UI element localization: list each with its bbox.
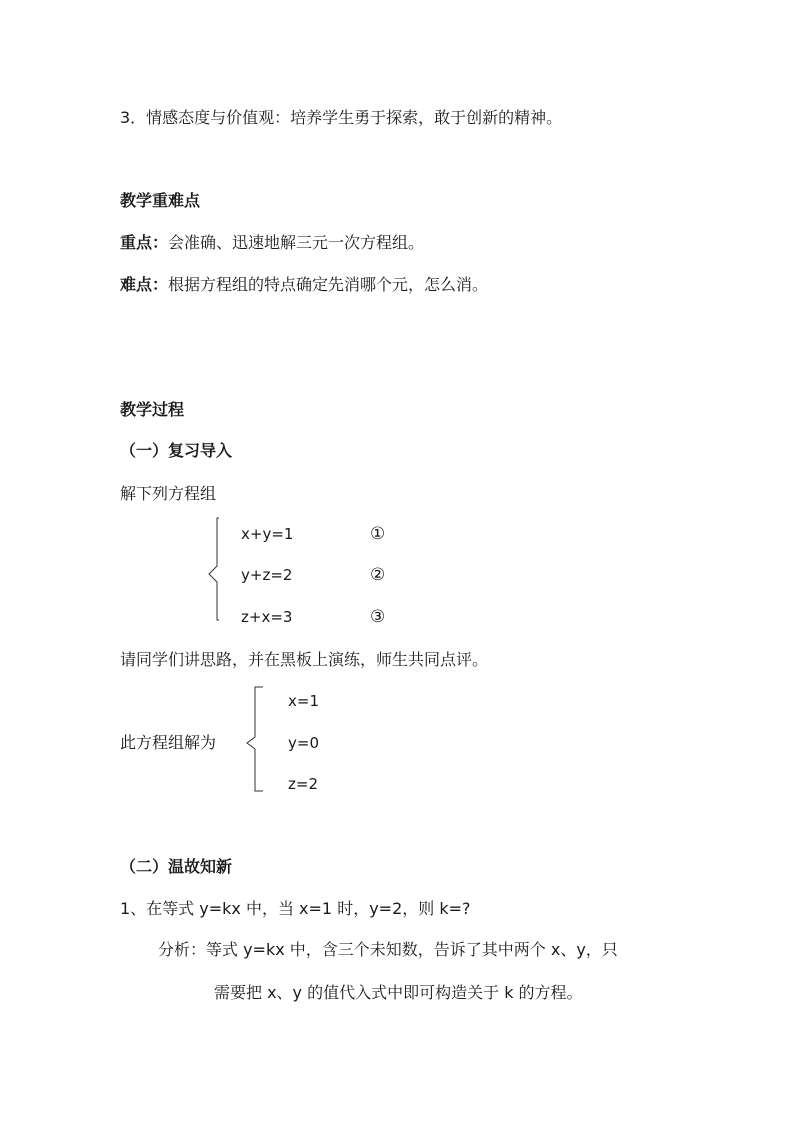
difficult-point-line — [120, 275, 488, 295]
solution-z: z=2 — [288, 775, 318, 793]
question-1: 1、在等式 y=kx 中，当 x=1 时，y=2，则 k=? — [120, 899, 471, 918]
key-point-label: 重点： — [120, 233, 169, 252]
instruction-text: 请同学们讲思路，并在黑板上演练，师生共同点评。 — [120, 650, 489, 669]
equation-1: x+y=1 — [241, 525, 294, 543]
system-brace — [205, 516, 229, 622]
key-point-line — [120, 233, 424, 253]
objective-text: 3．情感态度与价值观：培养学生勇于探索，敢于创新的精神。 — [120, 108, 563, 127]
difficult-point-label: 难点： — [120, 275, 169, 294]
analysis-line-1: 分析：等式 y=kx 中，含三个未知数，告诉了其中两个 x、y，只 — [158, 940, 618, 959]
equation-3: z+x=3 — [241, 608, 293, 626]
equation-2-marker: ② — [370, 565, 386, 585]
equation-1-marker: ① — [370, 524, 386, 544]
section1-title: （一）复习导入 — [120, 441, 233, 460]
key-point-text: 会准确、迅速地解三元一次方程组。 — [168, 233, 425, 252]
key-difficult-heading: 教学重难点 — [120, 191, 201, 210]
difficult-point-text: 根据方程组的特点确定先消哪个元，怎么消。 — [168, 275, 489, 294]
teaching-process-heading: 教学过程 — [120, 400, 185, 419]
analysis-line-2: 需要把 x、y 的值代入式中即可构造关于 k 的方程。 — [214, 983, 583, 1002]
equation-3-marker: ③ — [370, 607, 386, 627]
solution-x: x=1 — [288, 692, 319, 710]
solution-y: y=0 — [288, 734, 319, 752]
equation-2: y+z=2 — [241, 566, 293, 584]
section2-title: （二）温故知新 — [120, 857, 233, 876]
solution-brace — [243, 685, 267, 795]
solution-label: 此方程组解为 — [120, 733, 217, 752]
solve-prompt: 解下列方程组 — [120, 484, 217, 503]
